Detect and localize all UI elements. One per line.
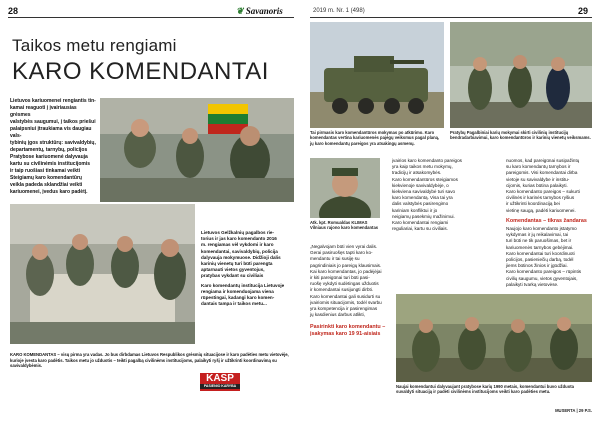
- kasp-logo: KASP PASIENIO KARYBA: [200, 373, 240, 391]
- soldiers-photo-caption: Pratybų Pagalbiniai karių mokymai skirti civilinių institucijų bendradarbiavimui, karo komendantūros ir karinių vienetų veiksmams.: [450, 130, 591, 141]
- photo-soldiers-group: [396, 294, 592, 382]
- subhead-1: Pasirinkti karo komendantu – įsakymas karo 19 91-aisiais: [310, 324, 386, 337]
- photo-soldiers-outdoor-graphic: [450, 22, 592, 128]
- leaf-icon: ❦: [236, 6, 244, 16]
- title-line-2: KARO KOMENDANTAI: [12, 58, 269, 85]
- vehicle-photo-caption: Tai pirmasis karo komendantūros mokymas po atkūrimo. Karo komendantas vertina kariuomenės pajėgų veiksmus pagal planą, jų karo komendantų pareigos yra atsakingų asmenų.: [310, 130, 440, 146]
- mid-article-text: Lietuvos Gelžkalnių pagalbos rie- torius ir jas karo komendanto 2016 m. rengiamas vėl vykdomi ir karo komendantai, savivaldybių, policija dalyvauja mokymuose. Didžioji dalis karinių vienetų turi būti parengta aptarnauti vietos gyventojus, pratybas vykdant su civiliais Karo komendantų institucija Lietuvoje rengiama ir komenduojama viena rūpestingai, kadangi karo komen- dantais tampa ir taikos metu...: [201, 230, 285, 307]
- title-line-1: Taikos metu rengiami: [12, 36, 177, 55]
- right-page-number: 29: [578, 6, 589, 16]
- bottom-note: KARO KOMENDANTAS – visų pirma yra vadas. Jo bus dirbdamas Lietuvos Respublikos grėsmių situacijose ir karo padėties metu vietovėje, kurioje įvesta karo padėtis. Taikos metu jo užduotis – teikti pagalbą civilinėms institucijoms, palaikyti ryšį ir užtikrinti koordinavimą su savivaldybėmis.: [10, 352, 289, 369]
- right-col3-text: nuomos, kad pareigūnai susipažintų su karo komendantų tarnybos ir pareigomis. Visi komendantai dirba vietoje su savivaldybe ir institu- cijomis, kurias būtina palaikyti. Karo komendanto pareigos – sukurti civilinės ir karinės tarnybos ryšius ir užtikrinti koordinaciją bei vietinę saugą, padėti kariuomenei.: [506, 158, 580, 213]
- subhead-2: Komendantas – tikras žandaras: [506, 218, 587, 224]
- photo-armored-vehicle: [310, 22, 444, 128]
- photo-soldiers-group-graphic: [396, 294, 592, 382]
- photo-meeting-table: [10, 204, 195, 344]
- photo-credit: MUSERTA | 29 P.S.: [555, 408, 592, 413]
- magazine-logo: [236, 6, 283, 17]
- photo-portrait-klimas: [310, 158, 380, 218]
- issue-number: 2019 m. Nr. 1 (498): [313, 8, 365, 14]
- right-col1-text: „Negalvojam būti vien vyrai dalis. Gerai pasiruošęs tapti karo ko- mendantu ir tai susiję su pagrindiniais jo pareigų klausimais. Kai karo komendantas, jo padėjėjai ir kiti pareigūnai turi būti pasi- ruošę vykdyti sudėtingas užduotis ir komendantai susijungti dirbti. Karo komendantai gali susidurti su įvairiomis situacijomis, todėl svarbu yra kompetencija ir pasirengimas jų kasdienius darbus atlikti,: [310, 244, 382, 318]
- photo-portrait-graphic: [310, 158, 380, 218]
- header-rule-right: [310, 17, 592, 18]
- photo-flag-meeting: [100, 98, 294, 202]
- header-rule-left: [8, 17, 294, 18]
- photo-armored-vehicle-graphic: [310, 22, 444, 128]
- bottom-photo-caption: Naujai komendantui dalyvaujant pratybose karių 1990 metais, komendantui buvo užduota suvaldyti situaciją ir padėti civilinėms institucijoms veikti karo padėties metu.: [396, 384, 575, 395]
- logo-text: Savanoris: [245, 6, 283, 16]
- photo-flag-meeting-graphic: [100, 98, 294, 202]
- lead-paragraph: Lietuvos kariuomenei rengiantis tin- kamai reaguoti į įvairiausias grėsmes valstybės saugumui, į taikos priešui palaipsniui įtraukiama vis daugiau vals- tybinių įgos struktūrų: savivaldybių, departamentų, tarnybų, policijos Pratybose kariuomenė dalyvauja kartu su civilinėmis institucijomis ir taip ruošiasi tinkamai veikti Steigiamų karo komendantūrų veikla padeda sklandžiai veikti kariuomenei, įvedus karo padėtį.: [10, 98, 96, 195]
- portrait-caption: Atk. kpt. Romualdas KLIMAS Vilniaus rajono karo komendantas: [310, 220, 379, 231]
- right-col4-text: Naujojo karo komendanto įstatymo vykdymas ir jų reikalavimai, tai turi būti ne tik paruošimas, bet ir kariuomenės tarnybos gebėjimai. Karo komendantai turi koordinuoti policijos, pasieniečių darbą, todėl jiems būtinos žinios ir įgūdžiai. Karo komendanto pareigos – rūpintis civilių saugumu, vietos gyventojais, palaikyti tvarką vietovėse.: [506, 226, 582, 287]
- right-col2-text: įvairios karo komendanto pareigos yra kaip taikos metu mokymų, tradicijų ir atsakomybės. Karo komendantūros steigiamos kiekvienoje savivaldybėje, o kiekviena savivaldybė turi savo karo komendantą. Visa tai yra dalis valstybės pasirengimo kariniam konfliktui ir jo neigiamų pasekmių mažinimui. Karo komendantai rengiami reguliariai, kartu su civiliais.: [392, 158, 462, 232]
- left-page-number: 28: [8, 6, 19, 16]
- photo-meeting-table-graphic: [10, 204, 195, 344]
- photo-soldiers-outdoor: [450, 22, 592, 128]
